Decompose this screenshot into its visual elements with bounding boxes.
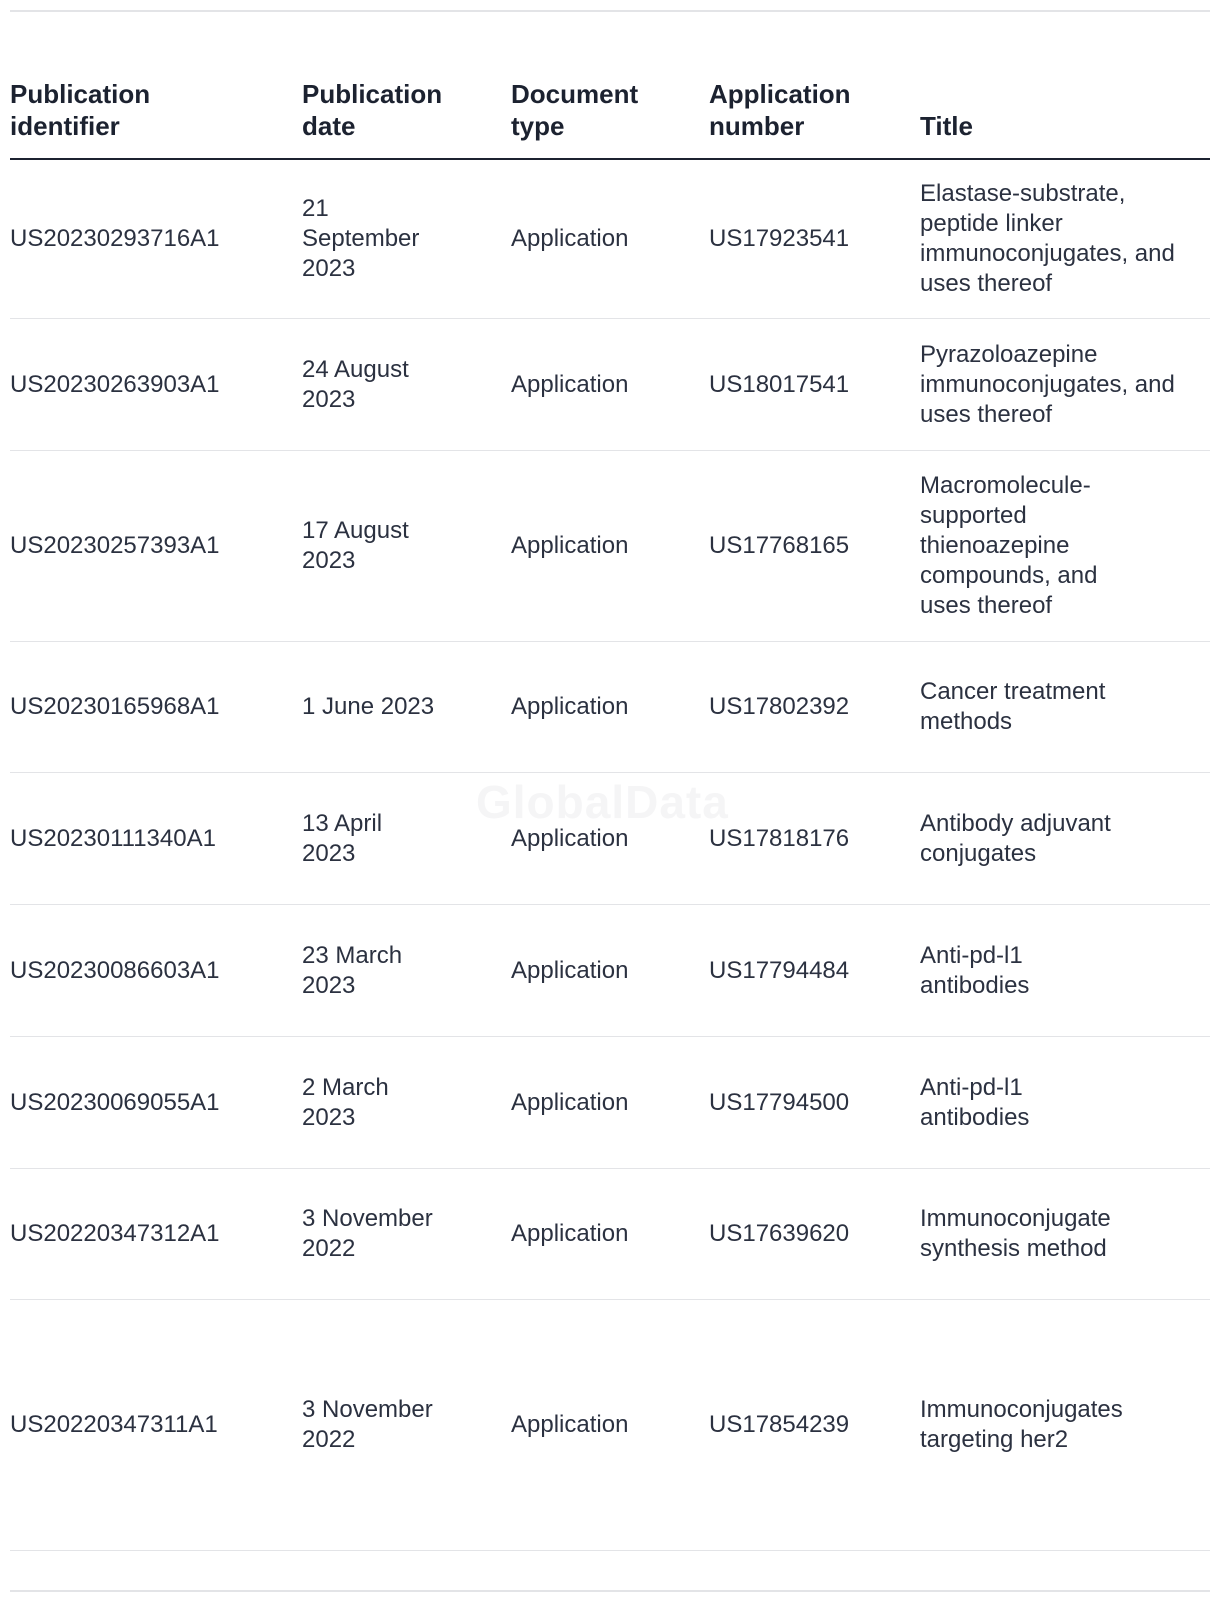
- table-header-row: [10, 70, 1210, 159]
- publication-date-cell: 3 November 2022: [302, 1169, 511, 1300]
- application-number-cell: US17794484: [709, 905, 920, 1037]
- application-number-cell: US17802392: [709, 642, 920, 773]
- watermark: GlobalData: [476, 776, 729, 828]
- publication-identifier-cell: US20230257393A1: [10, 451, 302, 642]
- publication-date-cell: 1 June 2023: [302, 642, 511, 773]
- publication-identifier-cell: US20230263903A1: [10, 319, 302, 451]
- title-cell: Cancer treatment methods: [920, 642, 1210, 773]
- publication-identifier-cell: US20230069055A1: [10, 1037, 302, 1169]
- application-number-cell: US17768165: [709, 451, 920, 642]
- document-type-cell: Application: [511, 905, 709, 1037]
- publication-identifier-cell: US20220347312A1: [10, 1169, 302, 1300]
- title-cell: Pyrazoloazepine immunoconjugates, and uses thereof: [920, 319, 1210, 451]
- application-number-cell: US17794500: [709, 1037, 920, 1169]
- publication-date-cell: 21 September 2023: [302, 159, 511, 319]
- document-type-cell: Application: [511, 159, 709, 319]
- table-row: [10, 642, 1210, 773]
- table-row: [10, 773, 1210, 905]
- title-cell: Anti-pd-l1 antibodies: [920, 1037, 1210, 1169]
- publication-identifier-cell: US20230293716A1: [10, 159, 302, 319]
- header-application-number: Application number: [709, 70, 920, 159]
- application-number-cell: US17639620: [709, 1169, 920, 1300]
- publication-date-cell: 23 March 2023: [302, 905, 511, 1037]
- document-type-cell: Application: [511, 451, 709, 642]
- application-number-cell: US17854239: [709, 1300, 920, 1551]
- publication-date-cell: 24 August 2023: [302, 319, 511, 451]
- application-number-cell: US17818176: [709, 773, 920, 905]
- title-cell: Immunoconjugates targeting her2: [920, 1300, 1210, 1551]
- table-row: [10, 159, 1210, 319]
- document-type-cell: Application: [511, 1300, 709, 1551]
- table-row: [10, 1300, 1210, 1551]
- table-row: [10, 1037, 1210, 1169]
- publication-identifier-cell: US20230111340A1: [10, 773, 302, 905]
- table-row: [10, 451, 1210, 642]
- title-cell: Anti-pd-l1 antibodies: [920, 905, 1210, 1037]
- publication-date-cell: 17 August 2023: [302, 451, 511, 642]
- application-number-cell: US17923541: [709, 159, 920, 319]
- title-cell: Antibody adjuvant conjugates: [920, 773, 1210, 905]
- title-cell: Immunoconjugate synthesis method: [920, 1169, 1210, 1300]
- bottom-divider: [10, 1590, 1210, 1592]
- document-type-cell: Application: [511, 642, 709, 773]
- document-type-cell: Application: [511, 773, 709, 905]
- document-type-cell: Application: [511, 319, 709, 451]
- title-cell: Elastase-substrate, peptide linker immunoconjugates, and uses thereof: [920, 159, 1210, 319]
- application-number-cell: US18017541: [709, 319, 920, 451]
- document-type-cell: Application: [511, 1169, 709, 1300]
- publication-identifier-cell: US20220347311A1: [10, 1300, 302, 1551]
- publication-date-cell: 3 November 2022: [302, 1300, 511, 1551]
- publication-date-cell: 13 April 2023: [302, 773, 511, 905]
- top-divider: [10, 10, 1210, 12]
- document-type-cell: Application: [511, 1037, 709, 1169]
- header-publication-date: Publication date: [302, 70, 511, 159]
- header-document-type: Document type: [511, 70, 709, 159]
- table-row: [10, 905, 1210, 1037]
- header-publication-identifier: Publication identifier: [10, 70, 302, 159]
- patent-publications-table: [10, 70, 1210, 1551]
- title-cell: Macromolecule-supported thienoazepine compounds, and uses thereof: [920, 451, 1210, 642]
- header-title: Title: [920, 70, 1210, 159]
- publication-identifier-cell: US20230086603A1: [10, 905, 302, 1037]
- publication-date-cell: 2 March 2023: [302, 1037, 511, 1169]
- table-row: [10, 1169, 1210, 1300]
- publication-identifier-cell: US20230165968A1: [10, 642, 302, 773]
- table-row: [10, 319, 1210, 451]
